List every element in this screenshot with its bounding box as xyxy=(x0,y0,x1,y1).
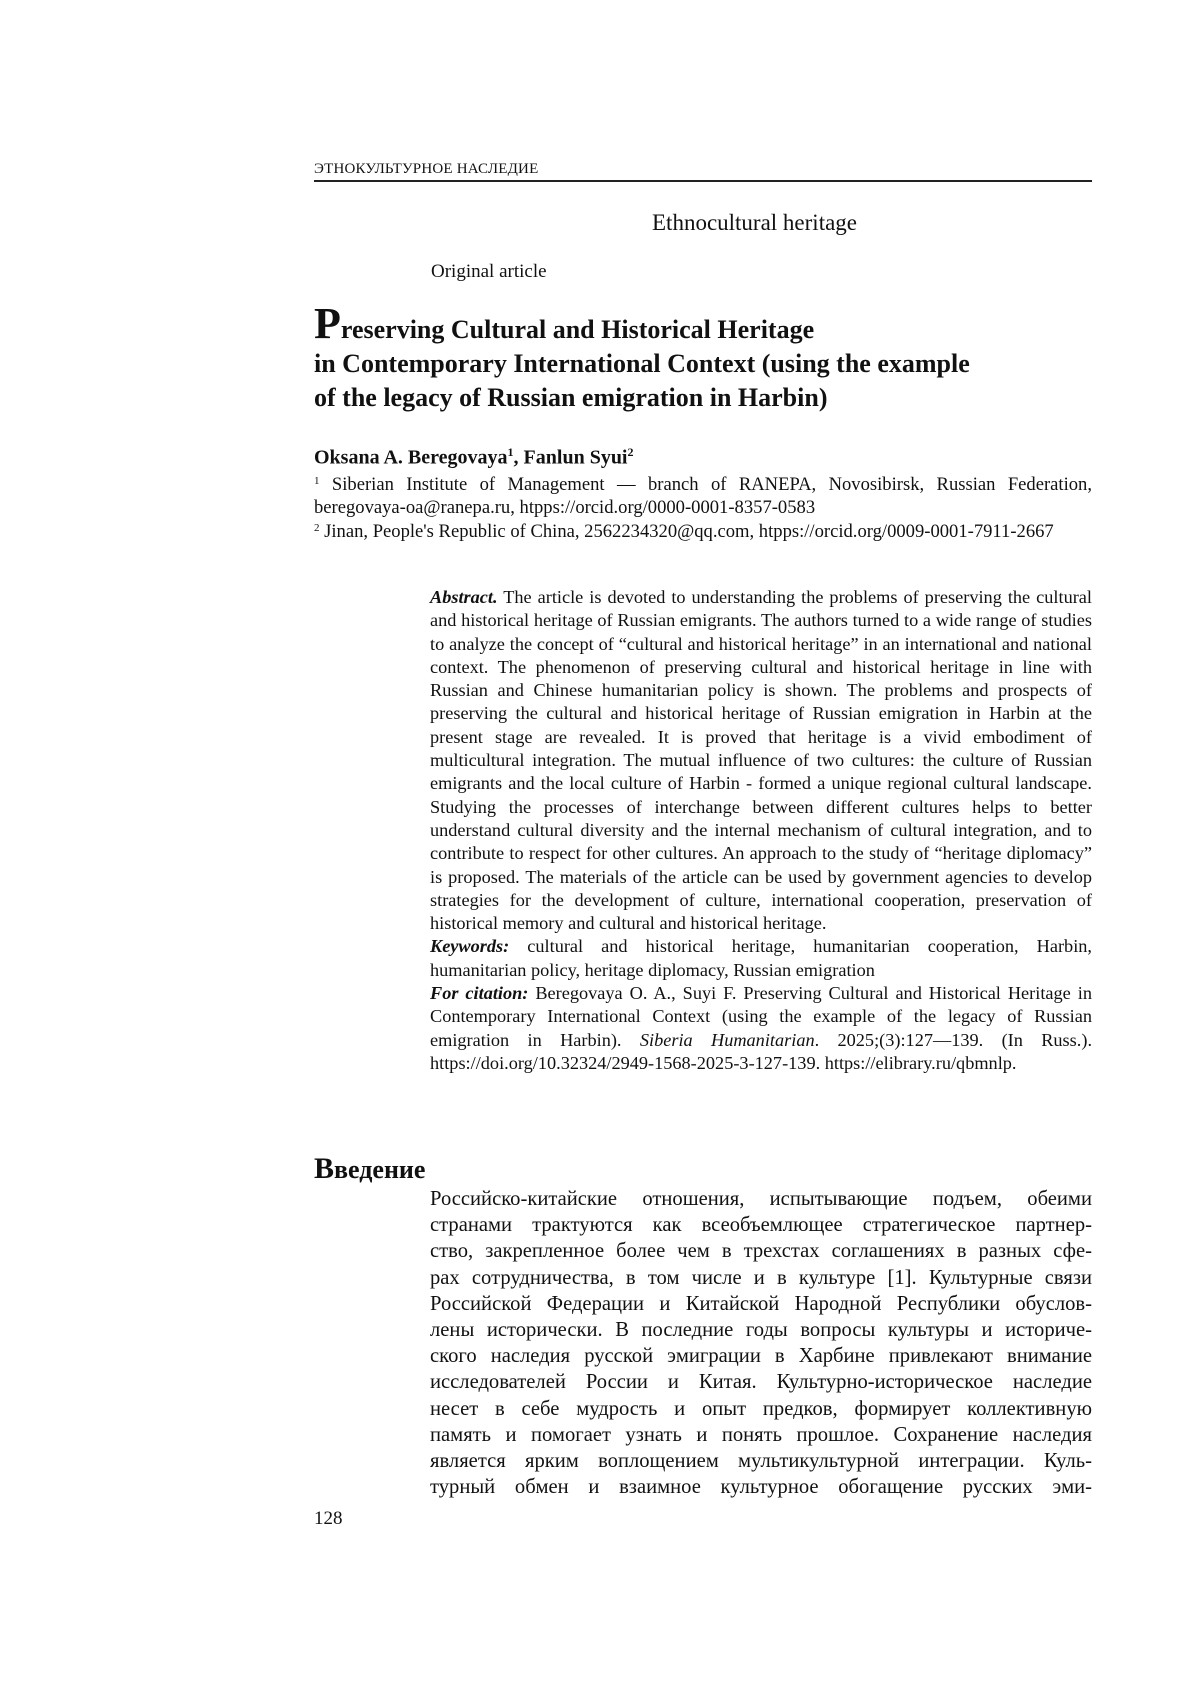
author-affil-mark: 1 xyxy=(508,445,514,459)
affiliation-text: Siberian Institute of Management — branch of RANEPA, Novosibirsk, Russian Federation, beregovaya-oa@ranepa.ru, htpps://orcid.org/0000-0001-8357-0583 xyxy=(314,474,1092,518)
introduction-body xyxy=(430,1186,1092,1500)
abstract-text: The article is devoted to understanding the problems of preserving the cultural and historical heritage of Russian emigrants. The authors turned to a wide range of studies to analyze the concept of “cultural and historical heritage” in an international and national context. The phenomenon of preserving cultural and historical heritage in line with Russian and Chinese humanitarian policy is shown. The problems and prospects of preserving the cultural and historical heritage of Russian emigration in Harbin at the present stage are revealed. It is proved that heritage is a vivid embodiment of multicultural integration. The mutual influence of two cultures: the culture of Russian emigrants and the local culture of Harbin - formed a unique regional cultural landscape. Studying the processes of interchange between different cultures helps to better understand cultural diversity and the internal mechanism of cultural integration, and to contribute to respect for other cultures. An approach to the study of “heritage diplomacy” is proposed. The materials of the article can be used by government agencies to develop strategies for the development of culture, international cooperation, preservation of historical memory and cultural and historical heritage. xyxy=(430,587,1092,933)
body-line: турный обмен и взаимное культурное обогащение русских эми- xyxy=(430,1474,1092,1500)
page-number: 128 xyxy=(314,1508,343,1530)
body-line: Российской Федерации и Китайской Народной Республики обуслов- xyxy=(430,1291,1092,1317)
keywords-paragraph xyxy=(430,935,1092,982)
affiliation-2 xyxy=(314,517,1092,543)
affiliation-text: Jinan, People's Republic of China, 2562234320@qq.com, htpps://orcid.org/0009-0001-7911-2667 xyxy=(324,521,1054,542)
introduction-heading xyxy=(314,1152,425,1186)
affiliation-1 xyxy=(314,470,1092,519)
body-line: несет в себе мудрость и опыт предков, формирует коллективную xyxy=(430,1396,1092,1422)
heading-drop-cap: В xyxy=(314,1152,334,1185)
abstract-label: Abstract. xyxy=(430,587,498,607)
body-line: странами трактуются как всеобъемлющее стратегическое партнер- xyxy=(430,1212,1092,1238)
citation-details: . 2025;(3):127—139. (In Russ.). https://doi.org/10.32324/2949-1568-2025-3-127-139. https://elibrary.ru/qbmnlp. xyxy=(430,1030,1092,1073)
title-line-3: of the legacy of Russian emigration in Harbin) xyxy=(314,381,1094,415)
citation-label: For citation: xyxy=(430,983,528,1003)
title-line-1-text: reserving Cultural and Historical Heritage xyxy=(341,315,814,344)
citation-journal: Siberia Humanitarian xyxy=(640,1030,815,1050)
body-line: ского наследия русской эмиграции в Харбине привлекают внимание xyxy=(430,1343,1092,1369)
body-line: рах сотрудничества, в том числе и в культуре [1]. Культурные связи xyxy=(430,1265,1092,1291)
body-line: лены исторически. В последние годы вопросы культуры и историче- xyxy=(430,1317,1092,1343)
keywords-text: cultural and historical heritage, humanitarian cooperation, Harbin, humanitarian policy, heritage diplomacy, Russian emigration xyxy=(430,936,1092,979)
title-line-1 xyxy=(314,309,1094,347)
title-line-2: in Contemporary International Context (using the example xyxy=(314,347,1094,381)
section-label: Ethnocultural heritage xyxy=(652,210,857,236)
body-line: память и помогает узнать и понять прошлое. Сохранение наследия xyxy=(430,1422,1092,1448)
author-name: Oksana A. Beregovaya xyxy=(314,447,508,469)
abstract-paragraph xyxy=(430,586,1092,935)
article-title xyxy=(314,309,1094,415)
affiliation-mark: 2 xyxy=(314,522,320,534)
author-name: Fanlun Syui xyxy=(524,447,628,469)
abstract-block xyxy=(430,586,1092,1075)
title-drop-cap: P xyxy=(314,299,341,348)
author-affil-mark: 2 xyxy=(628,445,634,459)
author-separator: , xyxy=(514,447,524,469)
body-line: ство, закрепленное более чем в трехстах соглашениях в разных сфе- xyxy=(430,1238,1092,1264)
body-line: является ярким воплощением мультикультурной интеграции. Куль- xyxy=(430,1448,1092,1474)
running-header: ЭТНОКУЛЬТУРНОЕ НАСЛЕДИЕ xyxy=(314,161,1092,182)
body-line: Российско-китайские отношения, испытывающие подъем, обеими xyxy=(430,1186,1092,1212)
affiliation-mark: 1 xyxy=(314,475,320,487)
citation-text: Beregovaya O. A., Suyi F. Preserving Cultural and Historical Heritage in Contemporary International Context (using the example of the legacy of Russian emigration in Harbin). xyxy=(430,983,1092,1050)
citation-paragraph xyxy=(430,982,1092,1075)
heading-text: ведение xyxy=(334,1155,425,1184)
article-type: Original article xyxy=(431,261,547,283)
body-line: исследователей России и Китая. Культурно-историческое наследие xyxy=(430,1369,1092,1395)
authors xyxy=(314,445,634,470)
keywords-label: Keywords: xyxy=(430,936,509,956)
